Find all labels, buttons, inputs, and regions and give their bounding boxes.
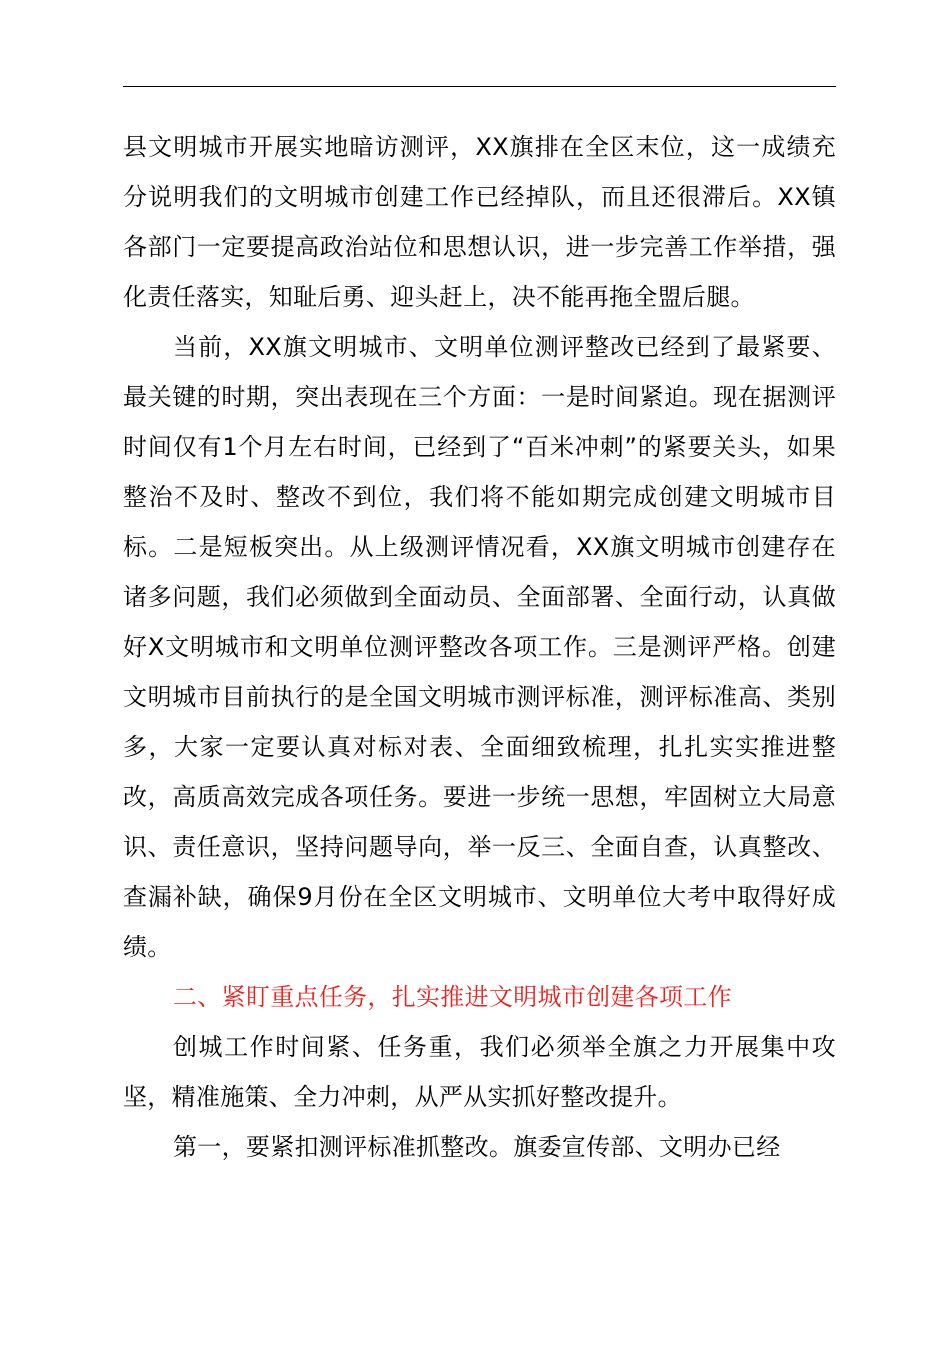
header-rule — [123, 86, 836, 87]
paragraph-first-point: 第一，要紧扣测评标准抓整改。旗委宣传部、文明办已经 — [173, 1133, 781, 1161]
document-body — [123, 122, 836, 1172]
section-heading-two: 二、紧盯重点任务，扎实推进文明城市创建各项工作 — [173, 983, 732, 1011]
paragraph-section-intro: 创城工作时间紧、任务重，我们必须举全旗之力开展集中攻坚，精准施策、全力冲刺，从严从实抓好整改提升。 — [123, 1033, 836, 1111]
paragraph-current-situation: 当前，XX旗文明城市、文明单位测评整改已经到了最紧要、最关键的时期，突出表现在三个方面：一是时间紧迫。现在据测评时间仅有1个月左右时间，已经到了“百米冲刺”的紧要关头，如果整治不及时、整改不到位，我们将不能如期完成创建文明城市目标。二是短板突出。从上级测评情况看，XX旗文明城市创建存在诸多问题，我们必须做到全面动员、全面部署、全面行动，认真做好X文明城市和文明单位测评整改各项工作。三是测评严格。创建文明城市目前执行的是全国文明城市测评标准，测评标准高、类别多，大家一定要认真对标对表、全面细致梳理，扎扎实实推进整改，高质高效完成各项任务。要进一步统一思想，牢固树立大局意识、责任意识，坚持问题导向，举一反三、全面自查，认真整改、查漏补缺，确保9月份在全区文明城市、文明单位大考中取得好成绩。 — [123, 333, 836, 961]
paragraph-continuation: 县文明城市开展实地暗访测评，XX旗排在全区末位，这一成绩充分说明我们的文明城市创建工作已经掉队，而且还很滞后。XX镇各部门一定要提高政治站位和思想认识，进一步完善工作举措，强化责任落实，知耻后勇、迎头赶上，决不能再拖全盟后腿。 — [123, 133, 836, 311]
